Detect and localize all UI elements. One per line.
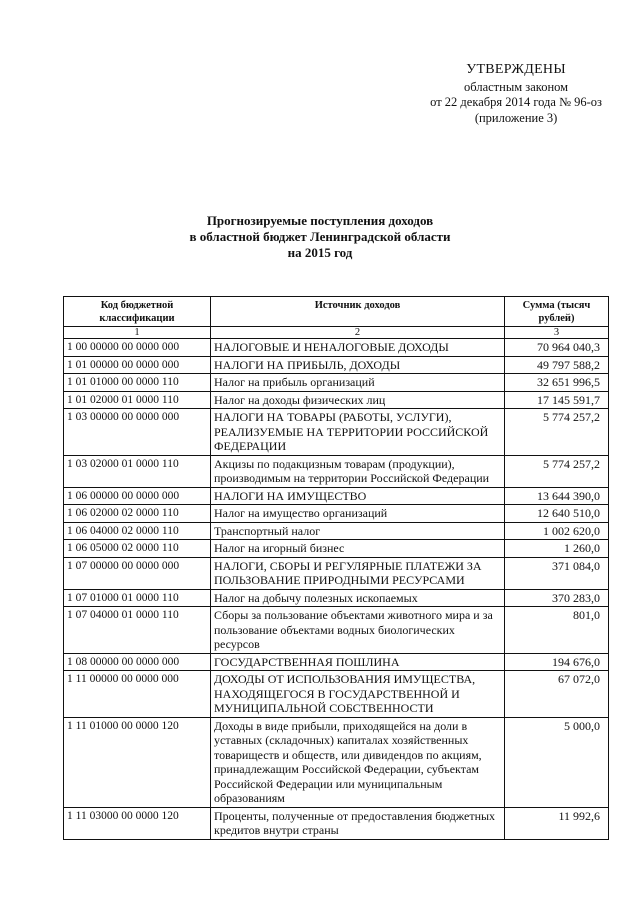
row-amount: 49 797 588,2 (505, 356, 609, 374)
row-code: 1 11 01000 00 0000 120 (64, 717, 211, 807)
row-source: Проценты, полученные от предоставления бюджетных кредитов внутри страны (211, 807, 505, 839)
row-code: 1 06 00000 00 0000 000 (64, 487, 211, 505)
row-source: ГОСУДАРСТВЕННАЯ ПОШЛИНА (211, 653, 505, 671)
column-number: 1 (64, 327, 211, 339)
row-code: 1 08 00000 00 0000 000 (64, 653, 211, 671)
row-amount: 67 072,0 (505, 671, 609, 718)
table-row (64, 557, 609, 589)
row-amount: 5 774 257,2 (505, 455, 609, 487)
row-amount: 371 084,0 (505, 557, 609, 589)
row-amount: 801,0 (505, 607, 609, 654)
row-code: 1 06 05000 02 0000 110 (64, 540, 211, 558)
column-number: 3 (505, 327, 609, 339)
column-number: 2 (211, 327, 505, 339)
approval-stamp (430, 62, 602, 126)
row-code: 1 03 02000 01 0000 110 (64, 455, 211, 487)
row-source: Налог на прибыль организаций (211, 374, 505, 392)
table-row (64, 807, 609, 839)
row-code: 1 03 00000 00 0000 000 (64, 409, 211, 456)
row-code: 1 07 04000 01 0000 110 (64, 607, 211, 654)
row-code: 1 01 00000 00 0000 000 (64, 356, 211, 374)
row-source: ДОХОДЫ ОТ ИСПОЛЬЗОВАНИЯ ИМУЩЕСТВА, НАХОДЯЩЕГОСЯ В ГОСУДАРСТВЕННОЙ И МУНИЦИПАЛЬНОЙ СОБСТВЕННОСТИ (211, 671, 505, 718)
row-code: 1 07 01000 01 0000 110 (64, 589, 211, 607)
row-code: 1 06 02000 02 0000 110 (64, 505, 211, 523)
table-row (64, 540, 609, 558)
table-row (64, 671, 609, 718)
row-amount: 370 283,0 (505, 589, 609, 607)
row-amount: 13 644 390,0 (505, 487, 609, 505)
row-amount: 17 145 591,7 (505, 391, 609, 409)
approval-line-date: от 22 декабря 2014 года № 96-оз (430, 95, 602, 109)
row-code: 1 06 04000 02 0000 110 (64, 522, 211, 540)
approval-line-appendix: (приложение 3) (474, 110, 558, 125)
row-source: Транспортный налог (211, 522, 505, 540)
row-amount: 5 774 257,2 (505, 409, 609, 456)
row-source: НАЛОГИ НА ПРИБЫЛЬ, ДОХОДЫ (211, 356, 505, 374)
row-source: НАЛОГОВЫЕ И НЕНАЛОГОВЫЕ ДОХОДЫ (211, 339, 505, 357)
table-row (64, 607, 609, 654)
row-source: НАЛОГИ НА ТОВАРЫ (РАБОТЫ, УСЛУГИ), РЕАЛИЗУЕМЫЕ НА ТЕРРИТОРИИ РОССИЙСКОЙ ФЕДЕРАЦИИ (211, 409, 505, 456)
table-row (64, 455, 609, 487)
approval-heading: УТВЕРЖДЕНЫ (466, 62, 566, 77)
row-amount: 70 964 040,3 (505, 339, 609, 357)
row-amount: 194 676,0 (505, 653, 609, 671)
table-row (64, 589, 609, 607)
table-row (64, 653, 609, 671)
row-code: 1 01 02000 01 0000 110 (64, 391, 211, 409)
revenue-table (63, 296, 609, 840)
row-code: 1 11 03000 00 0000 120 (64, 807, 211, 839)
document-title (0, 213, 640, 261)
row-source: Акцизы по подакцизным товарам (продукции), производимым на территории Российской Федерации (211, 455, 505, 487)
row-source: Налог на добычу полезных ископаемых (211, 589, 505, 607)
approval-line-law: областным законом (464, 79, 569, 94)
table-row (64, 339, 609, 357)
row-amount: 32 651 996,5 (505, 374, 609, 392)
row-source: Налог на доходы физических лиц (211, 391, 505, 409)
header-code: Код бюджетной классификации (64, 297, 211, 327)
row-amount: 1 002 620,0 (505, 522, 609, 540)
column-number-row (64, 327, 609, 339)
table-header-row (64, 297, 609, 327)
row-amount: 12 640 510,0 (505, 505, 609, 523)
row-code: 1 07 00000 00 0000 000 (64, 557, 211, 589)
table-row (64, 717, 609, 807)
row-code: 1 01 01000 00 0000 110 (64, 374, 211, 392)
table-row (64, 356, 609, 374)
title-line-3: на 2015 год (287, 245, 353, 260)
row-source: Налог на игорный бизнес (211, 540, 505, 558)
table-row (64, 409, 609, 456)
table-row (64, 391, 609, 409)
row-code: 1 00 00000 00 0000 000 (64, 339, 211, 357)
row-amount: 5 000,0 (505, 717, 609, 807)
row-source: Доходы в виде прибыли, приходящейся на доли в уставных (складочных) капиталах хозяйственных товариществ и обществ, или дивидендов по акциям, принадлежащим Российской Федерации, субъектам Российской Федерации или муниципальным образованиям (211, 717, 505, 807)
table-row (64, 522, 609, 540)
header-amount: Сумма (тысяч рублей) (505, 297, 609, 327)
title-line-2: в областной бюджет Ленинградской области (189, 229, 451, 244)
row-source: Налог на имущество организаций (211, 505, 505, 523)
table-row (64, 487, 609, 505)
header-source: Источник доходов (211, 297, 505, 327)
table-row (64, 374, 609, 392)
table-row (64, 505, 609, 523)
row-amount: 11 992,6 (505, 807, 609, 839)
row-amount: 1 260,0 (505, 540, 609, 558)
row-source: Сборы за пользование объектами животного мира и за пользование объектами водных биологических ресурсов (211, 607, 505, 654)
row-source: НАЛОГИ, СБОРЫ И РЕГУЛЯРНЫЕ ПЛАТЕЖИ ЗА ПОЛЬЗОВАНИЕ ПРИРОДНЫМИ РЕСУРСАМИ (211, 557, 505, 589)
title-line-1: Прогнозируемые поступления доходов (206, 213, 434, 228)
row-code: 1 11 00000 00 0000 000 (64, 671, 211, 718)
row-source: НАЛОГИ НА ИМУЩЕСТВО (211, 487, 505, 505)
